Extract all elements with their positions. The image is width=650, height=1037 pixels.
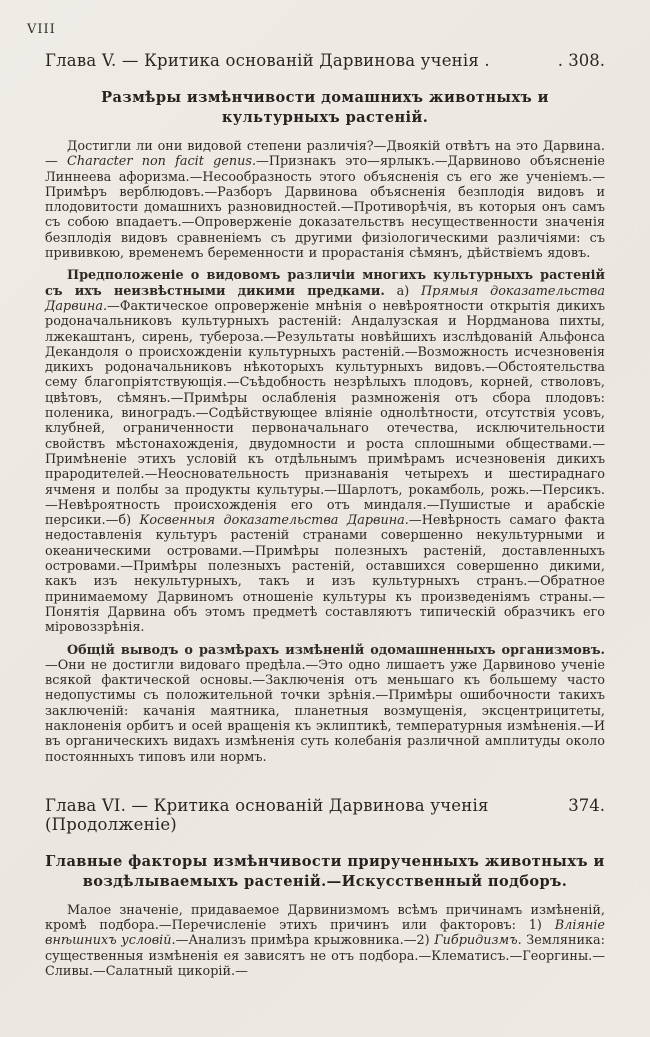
paragraph-text: —Невѣрность самаго факта недоставленія культуръ растеній странами совершенно некультурными и океаническими островами.—Примѣры полезныхъ растеній, доставленныхъ островами.—Примѣры полезныхъ растеній, оставшихся совершенно дикими, какъ изъ некультурныхъ, такъ и изъ культурныхъ странъ.—Обратное принимаемому Дарвиномъ отношеніе культуры къ произведеніямъ страны.—Понятія Дарвина объ этомъ предметѣ составляютъ типическій образчикъ его міровоззрѣнія.	[45, 513, 605, 636]
paragraph-text: Земляника: существенныя измѣненія ея зависятъ не отъ подбора.—Клематисъ.—Георгины.—Сливы.—Салатный цикорій.—	[45, 933, 605, 980]
paragraph-text: Малое значеніе, придаваемое Дарвинизмомъ всѣмъ причинамъ измѣненій, кромѣ подбора.—Перечисленіе этихъ причинъ или факторовъ: 1)	[45, 902, 605, 934]
chapter-page-number: . 308.	[557, 51, 605, 70]
paragraph-italic-text: Character non facit genus.	[67, 154, 257, 170]
chapter-heading	[45, 796, 605, 834]
paragraph-text: —Фактическое опроверженіе мнѣнія о невѣроятности открытія дикихъ родоначальниковъ культурныхъ растеній: Андалузская и Нордманова пихты, лжекаштанъ, сирень, тубероза.—Результаты новѣйшихъ изслѣдованій Альфонса Декандоля о происхожденіи культурныхъ растеній.—Возможность исчезновенія дикихъ родоначальниковъ нѣкоторыхъ культурныхъ видовъ.—Обстоятельства сему благопріятствующія.—Съѣдобность незрѣлыхъ плодовъ, корней, стволовъ, цвѣтовъ, сѣмянъ.—Примѣры ослабленія размноженія отъ сбора плодовъ: поленика, виноградъ.—Содѣйствующее вліяніе однолѣтности, отсутствія усовъ, клубней, ограниченности первоначальнаго отечества, исключительности свойствъ мѣстонахожденія, двудомности и роста сплошными обществами.—Примѣненіе этихъ условій къ отдѣльнымъ примѣрамъ исчезновенія дикихъ прародителей.—Неосновательность признаванія четырехъ и шестираднаго ячменя и полбы за продукты культуры.—Шарлотъ, рокамболь, рожь.—Персикъ.—Невѣроятность происхожденія его отъ миндаля.—Пушистые и арабскіе персики.—б)	[45, 298, 605, 529]
chapter-title: Глава VI. — Критика основаній Дарвинова ученія (Продолженіе)	[45, 795, 489, 834]
chapter-heading	[45, 51, 605, 70]
paragraph-text: —Они не достигли видоваго предѣла.—Это одно лишаетъ уже Дарвиново ученіе всякой фактической основы.—Заключенія отъ меньшаго къ большему часто недопустимы съ положительной точки зрѣнія.—Примѣры ошибочности такихъ заключеній: качанія маятника, планетныя возмущенія, эксцентрицитеты, наклоненія орбитъ и осей вращенія къ эклиптикѣ, температурныя измѣненія.—И въ органическихъ видахъ измѣненія суть колебанія различной амплитуды около постоянныхъ типовъ или нормъ.	[45, 657, 605, 765]
vertical-spacer	[45, 772, 605, 782]
page-folio: VIII	[27, 22, 56, 37]
toc-paragraph	[45, 903, 605, 979]
paragraph-bold-lead: Общій выводъ о размѣрахъ измѣненій одомашненныхъ организмовъ.	[67, 642, 605, 658]
paragraph-text: —Анализъ примѣра крыжовника.—2)	[175, 933, 435, 949]
paragraph-italic-text: Косвенныя доказательства Дарвина.	[139, 513, 409, 529]
chapter-title: Глава V. — Критика основаній Дарвинова ученія .	[45, 51, 490, 70]
section-heading: Главные факторы измѣнчивости прирученныхъ животныхъ и воздѣлываемыхъ растеній.—Искусственный подборъ.	[45, 852, 605, 890]
toc-paragraph	[45, 643, 605, 765]
section-heading: Размѣры измѣнчивости домашнихъ животныхъ и культурныхъ растеній.	[101, 89, 549, 126]
toc-entries	[45, 51, 605, 979]
toc-paragraph	[45, 139, 605, 261]
paragraph-italic-text: Гибридизмъ.	[434, 933, 522, 949]
toc-paragraph	[45, 268, 605, 635]
paragraph-italic-text: Прямыя доказательства Дарвина.	[45, 283, 605, 314]
paragraph-text: Достигли ли они видовой степени различія?—Двоякій отвѣтъ на это Дарвина. —	[45, 139, 605, 170]
paragraph-italic-text: Вліяніе внѣшнихъ условій.	[45, 918, 605, 949]
paragraph-text: —Признакъ это—ярлыкъ.—Дарвиново объясненіе Линнеева афоризма.—Несообразность этого объясненія съ его же ученіемъ.—Примѣръ верблюдовъ.—Разборъ Дарвинова объясненія безплодія видовъ и плодовитости домашнихъ разновидностей.—Противорѣчія, въ которыя онъ самъ съ собою впадаетъ.—Опроверженіе доказательствъ несущественности значенія безплодія видовъ сравненіемъ съ другими физіологическими различіями: съ прививкою, временемъ беременности и прорастанія сѣмянъ, дѣйствіемъ ядовъ.	[45, 154, 605, 262]
paragraph-text: а)	[384, 283, 421, 299]
chapter-page-number: 374.	[568, 795, 605, 815]
paragraph-bold-lead: Предположеніе о видовомъ различіи многихъ культурныхъ растеній съ ихъ неизвѣстными дикими предками.	[45, 268, 605, 299]
